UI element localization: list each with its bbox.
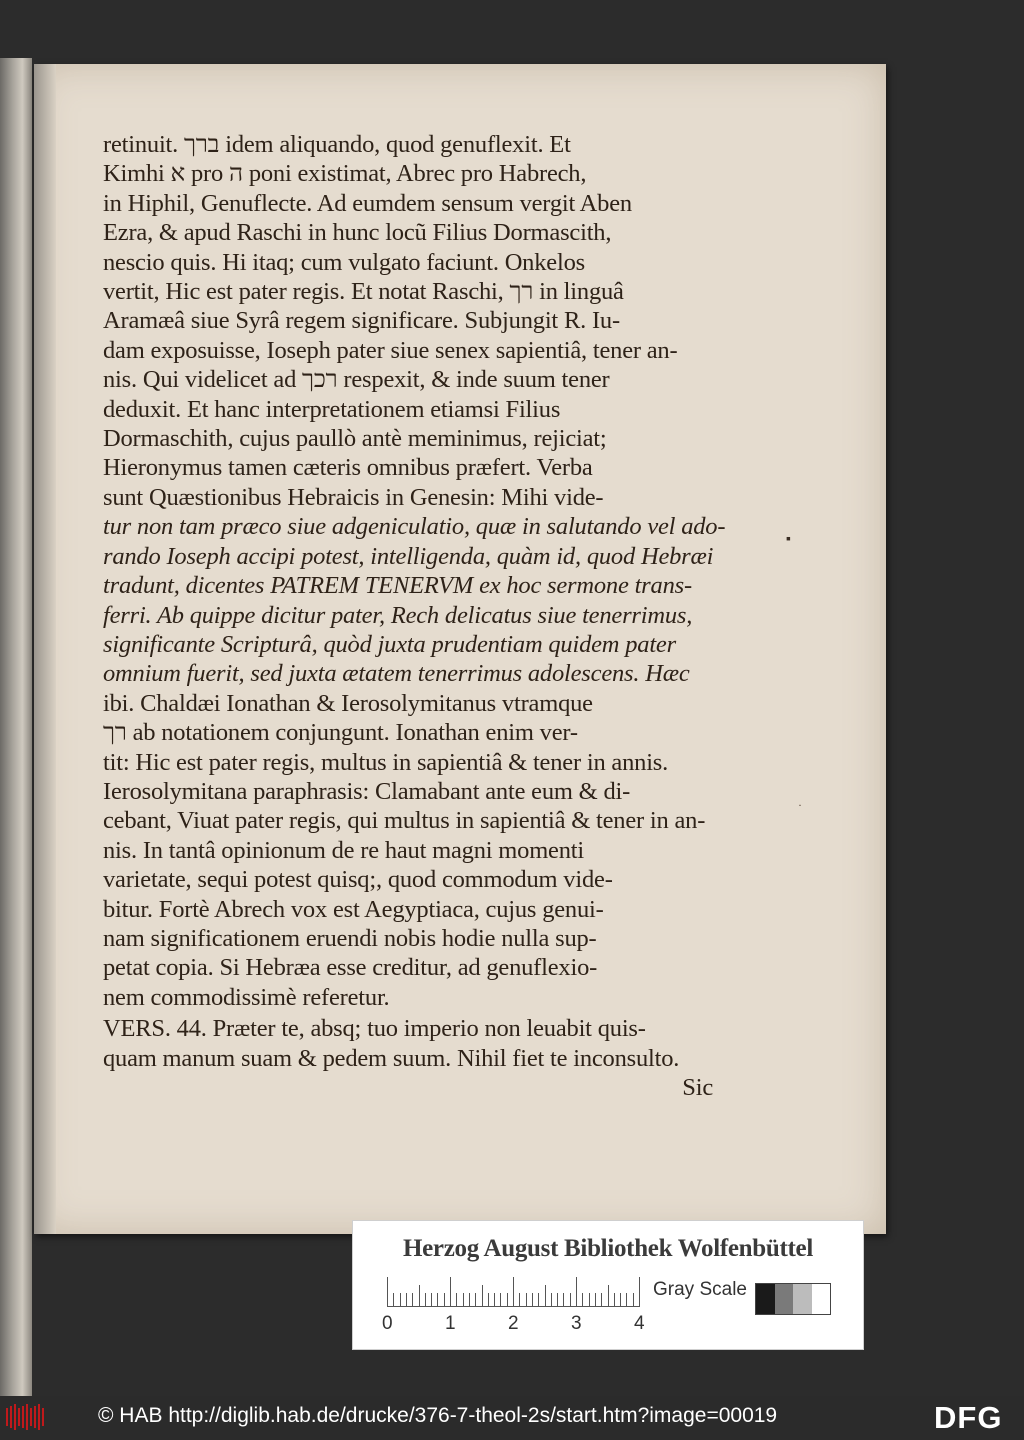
- text-line: petat copia. Si Hebræa esse creditur, ad genuflexio-: [103, 954, 598, 982]
- ruler-tick: [463, 1293, 464, 1307]
- ruler-tick: [469, 1293, 470, 1307]
- ruler-tick: [582, 1293, 583, 1307]
- ruler-tick: [406, 1293, 407, 1307]
- copyright-url: © HAB http://diglib.hab.de/drucke/376-7-theol-2s/start.htm?image=00019: [98, 1404, 778, 1427]
- text-line: rando Ioseph accipi potest, intelligenda, quàm id, quod Hebræi: [103, 542, 714, 570]
- ruler-tick: [488, 1293, 489, 1307]
- footer-bar: [0, 1396, 1024, 1440]
- ruler-number: 0: [382, 1313, 393, 1334]
- text-line: in Hiphil, Genuflecte. Ad eumdem sensum vergit Aben: [103, 189, 632, 217]
- text-line: nam significationem eruendi nobis hodie nulla sup-: [103, 924, 597, 952]
- text-line: tradunt, dicentes PATREM TENERVM ex hoc sermone trans-: [103, 572, 692, 600]
- ruler-tick: [620, 1293, 621, 1307]
- text-line: רך ab notationem conjungunt. Ionathan enim ver-: [103, 719, 578, 747]
- scale-ruler: [387, 1277, 639, 1307]
- ruler-tick: [639, 1277, 640, 1307]
- text-line: cebant, Viuat pater regis, qui multus in sapientiâ & tener in an-: [103, 807, 706, 835]
- ruler-tick: [400, 1293, 401, 1307]
- gray-swatch: [775, 1284, 794, 1314]
- text-line: Dormaschith, cujus paullò antè meminimus, rejiciat;: [103, 425, 607, 453]
- dfg-logo: DFG: [934, 1400, 1003, 1435]
- text-line: vertit, Hic est pater regis. Et notat Raschi, רך in linguâ: [103, 278, 624, 306]
- text-line: tur non tam præco siue adgeniculatio, quæ in salutando vel ado-: [103, 513, 726, 541]
- ruler-tick: [425, 1293, 426, 1307]
- text-line: omnium fuerit, sed juxta ætatem tenerrimus adolescens. Hæc: [103, 660, 690, 688]
- ruler-tick: [419, 1285, 420, 1307]
- text-line: VERS. 44. Præter te, absq; tuo imperio non leuabit quis-: [103, 1015, 646, 1043]
- ruler-number: 3: [571, 1313, 582, 1334]
- ruler-tick: [431, 1293, 432, 1307]
- ruler-tick: [456, 1293, 457, 1307]
- ruler-tick: [437, 1293, 438, 1307]
- ruler-tick: [513, 1277, 514, 1307]
- ruler-tick: [494, 1293, 495, 1307]
- ruler-tick: [526, 1293, 527, 1307]
- ruler-tick: [633, 1293, 634, 1307]
- ruler-tick: [595, 1293, 596, 1307]
- ruler-tick: [626, 1293, 627, 1307]
- ruler-tick: [538, 1293, 539, 1307]
- ruler-tick: [608, 1285, 609, 1307]
- gray-swatch: [756, 1284, 775, 1314]
- gray-scale-swatches: [755, 1283, 831, 1315]
- text-line: ferri. Ab quippe dicitur pater, Rech delicatus siue tenerrimus,: [103, 601, 693, 629]
- text-line: Hieronymus tamen cæteris omnibus præfert. Verba: [103, 454, 593, 482]
- text-line: Ierosolymitana paraphrasis: Clamabant ante eum & di-: [103, 777, 631, 805]
- gray-swatch: [793, 1284, 812, 1314]
- text-line: varietate, sequi potest quisq;, quod commodum vide-: [103, 866, 613, 894]
- gray-swatch: [812, 1284, 831, 1314]
- ruler-tick: [614, 1293, 615, 1307]
- ruler-number: 4: [634, 1313, 645, 1334]
- text-line: ibi. Chaldæi Ionathan & Ierosolymitanus vtramque: [103, 689, 593, 717]
- ruler-tick: [551, 1293, 552, 1307]
- ruler-tick: [563, 1293, 564, 1307]
- text-line: Ezra, & apud Raschi in hunc locũ Filius Dormascith,: [103, 219, 612, 247]
- text-line: sunt Quæstionibus Hebraicis in Genesin: Mihi vide-: [103, 483, 604, 511]
- text-line: deduxit. Et hanc interpretationem etiamsi Filius: [103, 395, 561, 423]
- text-line: retinuit. ברך idem aliquando, quod genuflexit. Et: [103, 131, 571, 158]
- color-calibration-bar: [352, 1220, 864, 1350]
- ruler-tick: [507, 1293, 508, 1307]
- gray-scale-label: Gray Scale: [653, 1279, 747, 1300]
- text-line: nis. Qui videlicet ad רכך respexit, & inde suum tener: [103, 366, 610, 394]
- library-name: Herzog August Bibliothek Wolfenbüttel: [402, 1235, 813, 1262]
- text-line: significante Scripturâ, quòd juxta prudentiam quidem pater: [103, 630, 676, 658]
- margin-mark: ▪: [786, 532, 791, 547]
- ruler-tick: [475, 1293, 476, 1307]
- ruler-tick: [412, 1293, 413, 1307]
- ruler-tick: [444, 1293, 445, 1307]
- ruler-tick: [545, 1285, 546, 1307]
- ruler-tick: [557, 1293, 558, 1307]
- ruler-tick: [387, 1277, 388, 1307]
- text-line: Aramæâ siue Syrâ regem significare. Subjungit R. Iu-: [103, 307, 620, 335]
- ruler-tick: [589, 1293, 590, 1307]
- paper-speck: ·: [798, 798, 802, 812]
- hab-logo-icon: [6, 1402, 46, 1432]
- ruler-number: 2: [508, 1313, 519, 1334]
- ruler-tick: [519, 1293, 520, 1307]
- ruler-tick: [450, 1277, 451, 1307]
- text-line: nem commodissimè referetur.: [103, 983, 390, 1011]
- ruler-tick: [570, 1293, 571, 1307]
- ruler-tick: [601, 1293, 602, 1307]
- ruler-tick: [532, 1293, 533, 1307]
- ruler-number: 1: [445, 1313, 456, 1334]
- ruler-tick: [393, 1293, 394, 1307]
- text-line: nescio quis. Hi itaq; cum vulgato faciunt. Onkelos: [103, 248, 585, 276]
- ruler-tick: [576, 1277, 577, 1307]
- ruler-tick: [482, 1285, 483, 1307]
- previous-page-edge: [0, 58, 32, 1398]
- ruler-tick: [500, 1293, 501, 1307]
- page-text: [103, 130, 726, 1102]
- page-gutter: [34, 64, 56, 1234]
- text-line: tit: Hic est pater regis, multus in sapientiâ & tener in annis.: [103, 748, 669, 776]
- text-line: bitur. Fortè Abrech vox est Aegyptiaca, cujus genui-: [103, 895, 604, 923]
- text-line: quam manum suam & pedem suum. Nihil fiet te inconsulto.: [103, 1044, 680, 1072]
- text-line: dam exposuisse, Ioseph pater siue senex sapientiâ, tener an-: [103, 336, 678, 364]
- text-line: Kimhi א pro ה poni existimat, Abrec pro Habrech,: [103, 160, 587, 188]
- catchword: Sic: [682, 1074, 713, 1101]
- text-line: nis. In tantâ opinionum de re haut magni momenti: [103, 836, 584, 864]
